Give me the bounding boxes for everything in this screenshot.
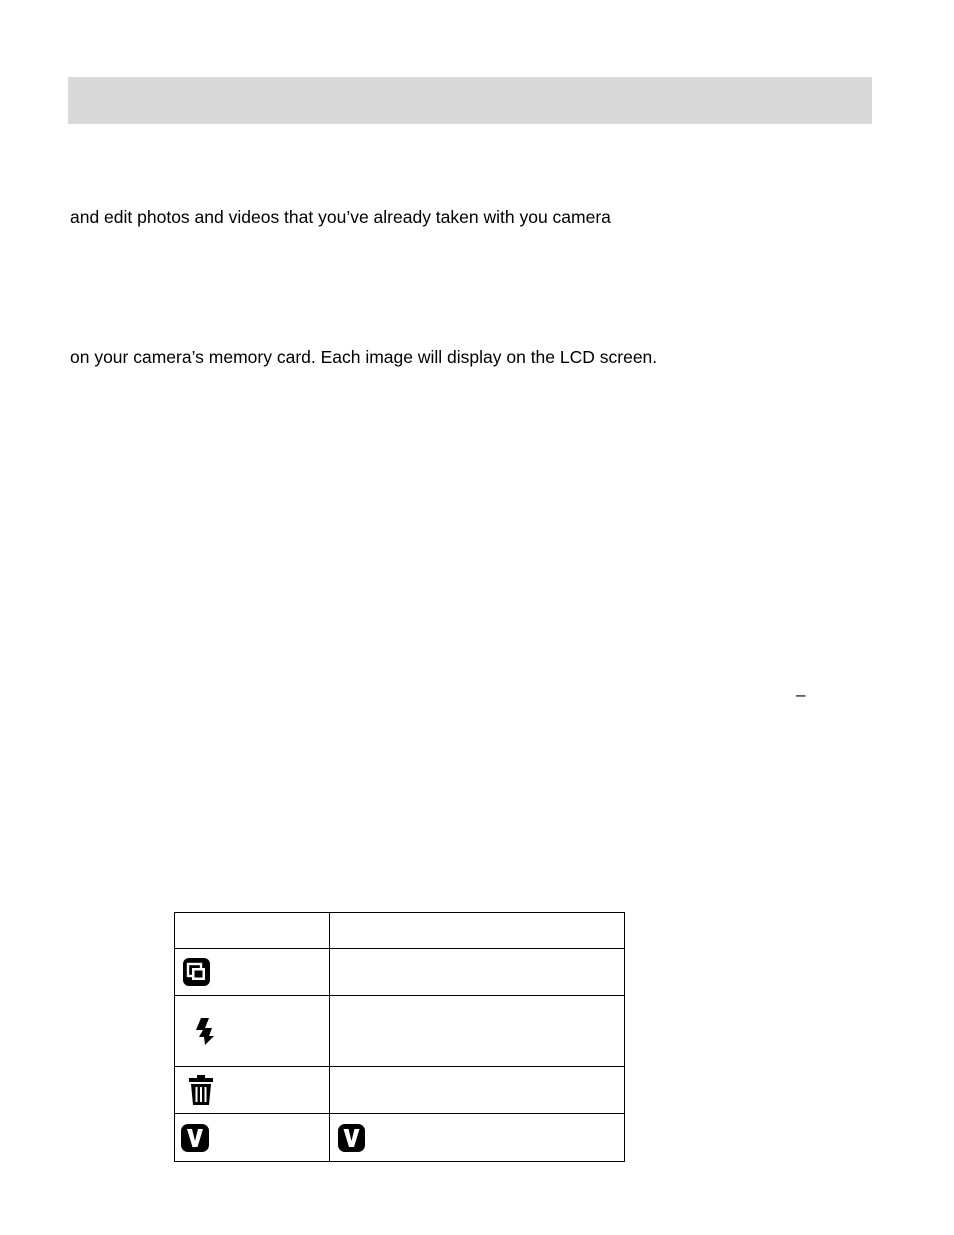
v-badge-icon (181, 1124, 209, 1152)
icon-cell (175, 1067, 330, 1114)
icon-cell (175, 1114, 330, 1162)
table-row (175, 996, 625, 1067)
icon-cell (175, 996, 330, 1067)
overlapping-squares-icon (183, 958, 210, 986)
description-cell (329, 1067, 624, 1114)
description-cell (329, 1114, 624, 1162)
table-row (175, 949, 625, 996)
description-cell (329, 949, 624, 996)
trash-can-icon (188, 1074, 214, 1106)
description-cell (329, 996, 624, 1067)
paragraph-line-1: and edit photos and videos that you’ve already taken with you camera (70, 207, 611, 227)
v-badge-icon (338, 1124, 365, 1152)
flash-bolt-icon (193, 1016, 219, 1046)
icon-cell (175, 949, 330, 996)
stray-dash: – (796, 685, 806, 704)
header-bar (68, 77, 872, 124)
icon-table (174, 912, 625, 1162)
table-row (175, 1067, 625, 1114)
header-cell-icon (175, 913, 330, 949)
table-row (175, 1114, 625, 1162)
table-header-row (175, 913, 625, 949)
paragraph-line-2: on your camera’s memory card. Each image will display on the LCD screen. (70, 347, 658, 367)
header-cell-description (329, 913, 624, 949)
